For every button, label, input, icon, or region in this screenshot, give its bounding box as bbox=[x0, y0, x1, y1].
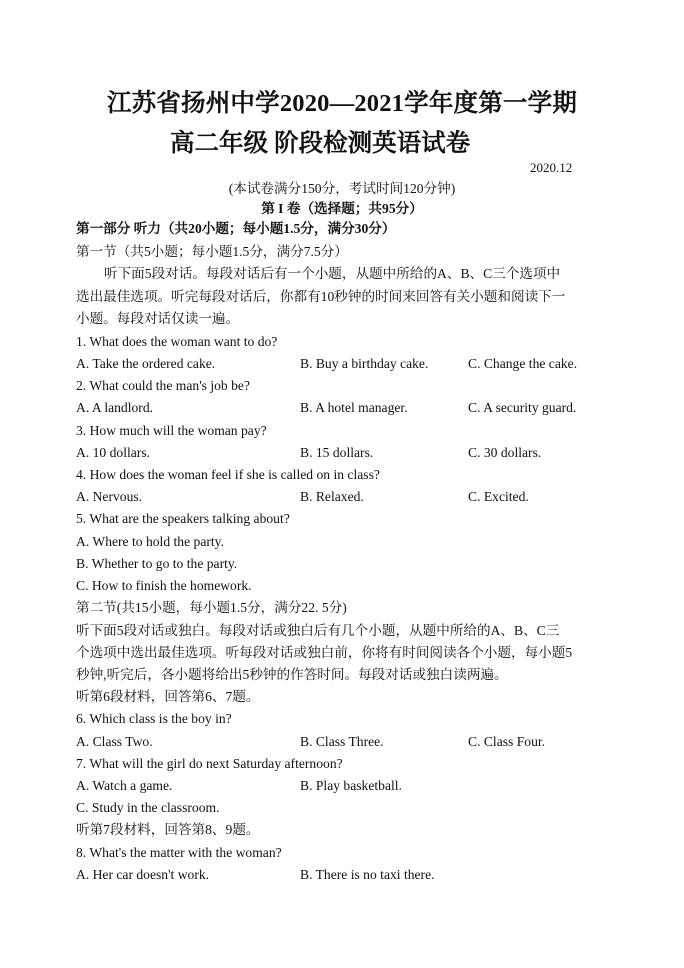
section1-instruction-line: 听下面5段对话。每段对话后有一个小题，从题中所给的A、B、C三个选项中 bbox=[104, 266, 561, 281]
q5-option-c: C. How to finish the homework. bbox=[76, 578, 252, 593]
q2-option-a: A. A landlord. bbox=[76, 400, 154, 415]
q7-option-b: B. Play basketball. bbox=[300, 778, 402, 793]
material-7-note: 听第7段材料，回答第8、9题。 bbox=[76, 822, 260, 837]
section2-instruction-line: 个选项中选出最佳选项。听每段对话或独白前，你将有时间阅读各个小题，每小题5 bbox=[76, 645, 573, 660]
q1-option-c: C. Change the cake. bbox=[468, 356, 578, 371]
q6-option-a: A. Class Two. bbox=[76, 734, 153, 749]
q7-option-c: C. Study in the classroom. bbox=[76, 800, 220, 815]
q8-option-b: B. There is no taxi there. bbox=[300, 867, 435, 882]
q2-option-b: B. A hotel manager. bbox=[300, 400, 408, 415]
part1-heading: 第一部分 听力（共20小题；每小题1.5分，满分30分） bbox=[76, 221, 396, 236]
question-1: 1. What does the woman want to do? bbox=[76, 334, 278, 349]
question-7: 7. What will the girl do next Saturday afternoon? bbox=[76, 756, 343, 771]
q8-option-a: A. Her car doesn't work. bbox=[76, 867, 210, 882]
question-3: 3. How much will the woman pay? bbox=[76, 423, 267, 438]
q3-option-a: A. 10 dollars. bbox=[76, 445, 151, 460]
q6-option-c: C. Class Four. bbox=[468, 734, 546, 749]
q4-option-c: C. Excited. bbox=[468, 489, 529, 504]
section2-instruction-line: 秒钟,听完后，各小题将给出5秒钟的作答时间。每段对话或独白读两遍。 bbox=[76, 667, 508, 682]
question-4: 4. How does the woman feel if she is called on in class? bbox=[76, 467, 380, 482]
material-6-note: 听第6段材料，回答第6、7题。 bbox=[76, 689, 260, 704]
section2-instruction-line: 听下面5段对话或独白。每段对话或独白后有几个小题，从题中所给的A、B、C三 bbox=[76, 623, 560, 638]
exam-subtitle: 高二年级 阶段检测英语试卷 bbox=[170, 130, 471, 157]
exam-date: 2020.12 bbox=[530, 160, 573, 175]
q4-option-a: A. Nervous. bbox=[76, 489, 143, 504]
q2-option-c: C. A security guard. bbox=[468, 400, 577, 415]
q1-option-a: A. Take the ordered cake. bbox=[76, 356, 216, 371]
q7-option-a: A. Watch a game. bbox=[76, 778, 173, 793]
q1-option-b: B. Buy a birthday cake. bbox=[300, 356, 429, 371]
question-8: 8. What's the matter with the woman? bbox=[76, 845, 282, 860]
q3-option-c: C. 30 dollars. bbox=[468, 445, 542, 460]
q5-option-b: B. Whether to go to the party. bbox=[76, 556, 238, 571]
q6-option-b: B. Class Three. bbox=[300, 734, 384, 749]
section1-instruction-line: 小题。每段对话仅读一遍。 bbox=[76, 311, 240, 326]
q3-option-b: B. 15 dollars. bbox=[300, 445, 374, 460]
q4-option-b: B. Relaxed. bbox=[300, 489, 364, 504]
question-6: 6. Which class is the boy in? bbox=[76, 711, 232, 726]
question-5: 5. What are the speakers talking about? bbox=[76, 511, 290, 526]
question-2: 2. What could the man's job be? bbox=[76, 378, 250, 393]
section1-instruction-line: 选出最佳选项。听完每段对话后，你都有10秒钟的时间来回答有关小题和阅读下一 bbox=[76, 289, 566, 304]
section1-heading: 第一节（共5小题；每小题1.5分，满分7.5分） bbox=[76, 244, 348, 259]
q5-option-a: A. Where to hold the party. bbox=[76, 534, 224, 549]
exam-note: (本试卷满分150分，考试时间120分钟) bbox=[228, 181, 456, 196]
volume-heading: 第 I 卷（选择题；共95分） bbox=[261, 201, 423, 216]
exam-title: 江苏省扬州中学2020—2021学年度第一学期 bbox=[106, 90, 578, 117]
section2-heading: 第二节(共15小题，每小题1.5分，满分22. 5分) bbox=[76, 600, 347, 615]
